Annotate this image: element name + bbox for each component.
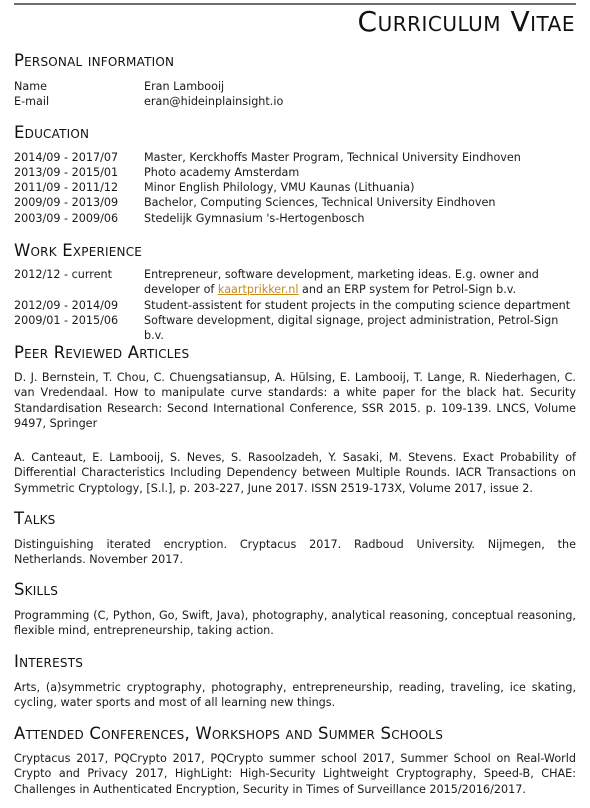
section-education-heading: Education xyxy=(14,123,90,142)
education-value: Stedelijk Gymnasium 's-Hertogenbosch xyxy=(144,212,365,225)
page-title: Curriculum Vitae xyxy=(357,5,575,38)
education-value: Minor English Philology, VMU Kaunas (Lithuania) xyxy=(144,181,415,194)
section-conferences-heading: Attended Conferences, Workshops and Summer Schools xyxy=(14,724,444,743)
work-text: Entrepreneur, software development, marketing ideas. E.g. owner and xyxy=(144,268,539,281)
personal-label: Name xyxy=(14,80,48,93)
work-value: Software development, digital signage, project administration, Petrol-Sign b.v. xyxy=(144,314,559,343)
work-row xyxy=(14,267,576,298)
personal-value: Eran Lambooij xyxy=(144,80,225,93)
education-period: 2009/09 - 2013/09 xyxy=(14,196,119,209)
education-period: 2013/09 - 2015/01 xyxy=(14,166,119,179)
section-work-heading: Work Experience xyxy=(14,241,143,260)
work-value xyxy=(144,267,576,298)
talks-text: Distinguishing iterated encryption. Cryptacus 2017. Radboud University. Nijmegen, the Netherlands. November 2017. xyxy=(14,538,576,567)
kaartprikker-link[interactable]: kaartprikker.nl xyxy=(217,283,299,297)
skills-text: Programming (C, Python, Go, Swift, Java), photography, analytical reasoning, conceptual reasoning, flexible mind, entrepreneurship, taking action. xyxy=(14,609,576,638)
section-articles-heading: Peer Reviewed Articles xyxy=(14,343,190,362)
interests-text: Arts, (a)symmetric cryptography, photography, entrepreneurship, reading, traveling, ice skating, cycling, water sports and most of all learning new things. xyxy=(14,681,576,710)
section-talks-heading: Talks xyxy=(14,509,56,528)
work-text: developer of xyxy=(144,283,218,297)
education-value: Bachelor, Computing Sciences, Technical University Eindhoven xyxy=(144,196,496,209)
personal-label: E-mail xyxy=(14,95,50,108)
section-personal-heading: Personal information xyxy=(14,51,175,70)
article-entry: D. J. Bernstein, T. Chou, C. Chuengsatiansup, A. Hülsing, E. Lambooij, T. Lange, R. Niederhagen, C. van Vredendaal. How to manipulate curve standards: a white paper for the black hat. Security Standardisation Research: Second International Conference, SSR 2015. p. 109-139. LNCS, Volume 9497, Springer xyxy=(14,371,576,431)
section-interests-heading: Interests xyxy=(14,652,84,671)
section-skills-heading: Skills xyxy=(14,580,59,599)
work-text: and an ERP system for Petrol-Sign b.v. xyxy=(298,283,517,297)
education-period: 2011/09 - 2011/12 xyxy=(14,181,119,194)
education-value: Photo academy Amsterdam xyxy=(144,166,300,179)
personal-value: eran@hideinplainsight.io xyxy=(144,95,284,108)
conferences-text: Cryptacus 2017, PQCrypto 2017, PQCrypto summer school 2017, Summer School on Real-World Crypto and Privacy 2017, HighLight: High-Security Lightweight Cryptography, Speed-B, CHAE: Challenges in Authenticated Encryption, Security in Times of Surveillance 2015/2016/2017. xyxy=(14,752,576,796)
education-period: 2014/09 - 2017/07 xyxy=(14,151,119,164)
work-period: 2009/01 - 2015/06 xyxy=(14,314,119,327)
work-period: 2012/12 - current xyxy=(14,268,112,281)
article-entry: A. Canteaut, E. Lambooij, S. Neves, S. Rasoolzadeh, Y. Sasaki, M. Stevens. Exact Probability of Differential Characteristics Including Dependency between Multiple Rounds. IACR Transactions on Symmetric Cryptology, [S.l.], p. 203-227, June 2017. ISSN 2519-173X, Volume 2017, issue 2. xyxy=(14,451,576,495)
work-period: 2012/09 - 2014/09 xyxy=(14,299,119,312)
work-value: Student-assistent for student projects in the computing science department xyxy=(144,299,571,312)
education-period: 2003/09 - 2009/06 xyxy=(14,212,119,225)
education-value: Master, Kerckhoffs Master Program, Technical University Eindhoven xyxy=(144,151,521,164)
